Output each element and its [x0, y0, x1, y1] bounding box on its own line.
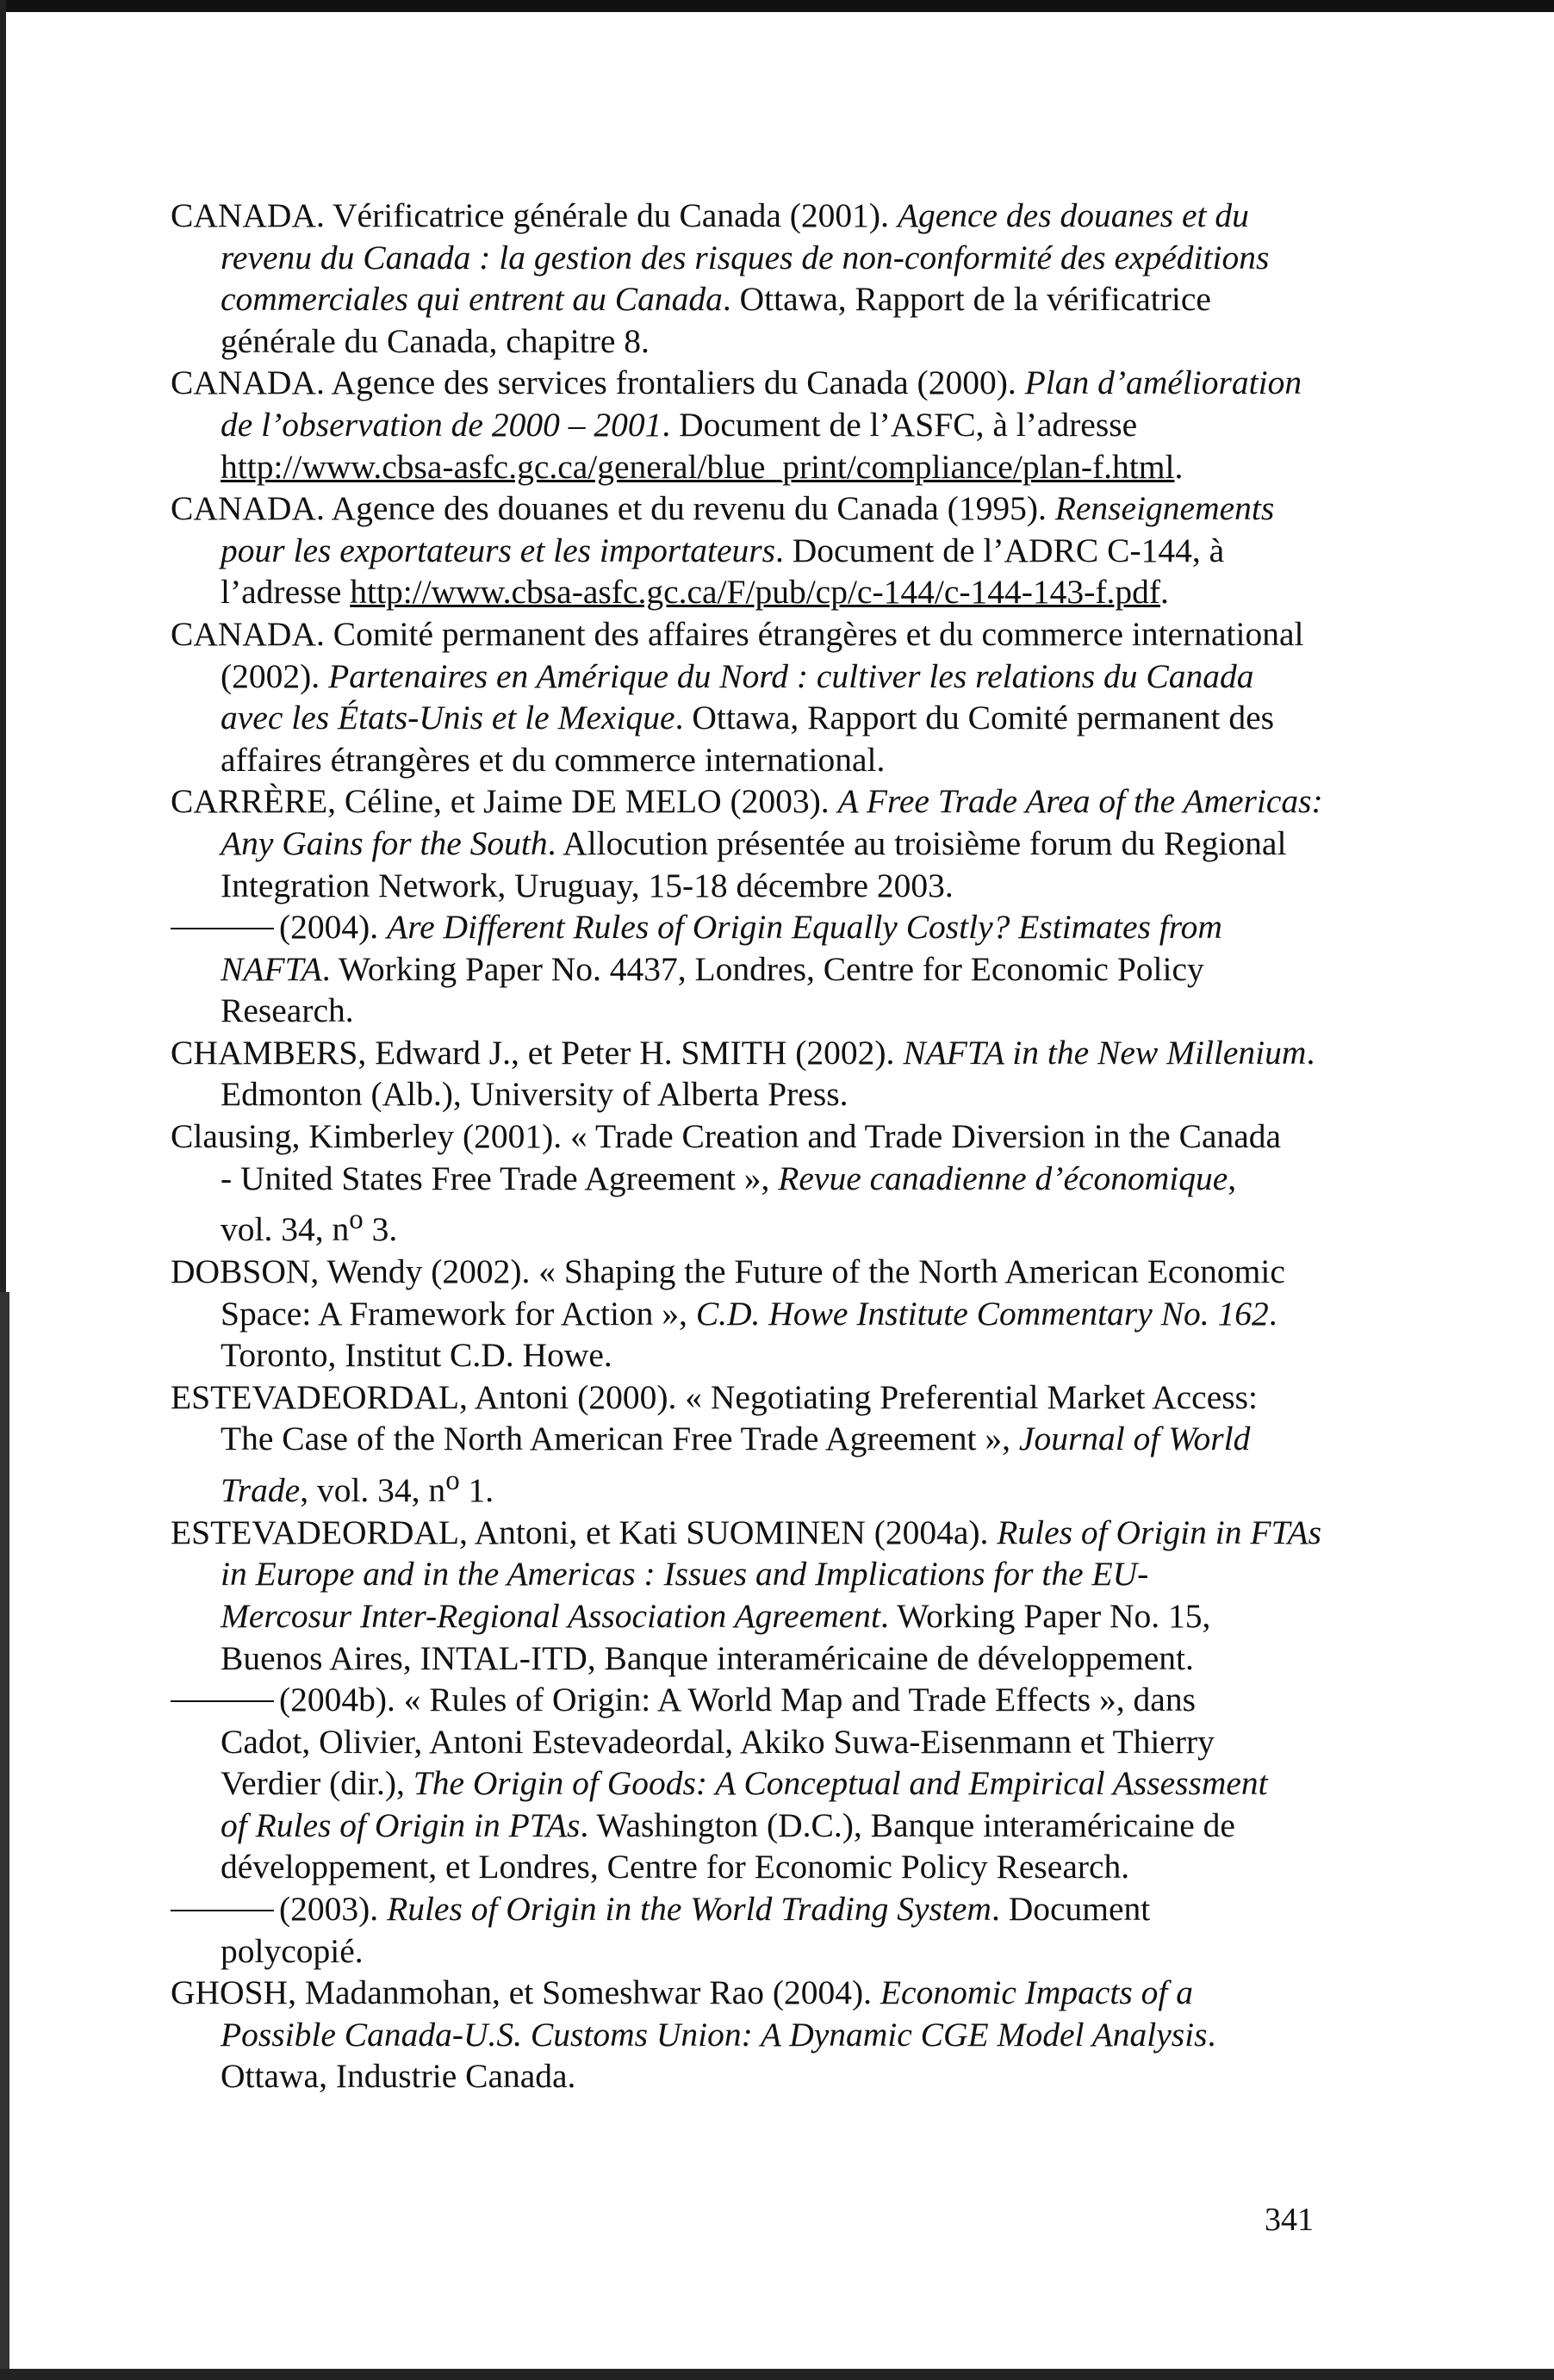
ref-text: l’adresse — [221, 573, 351, 612]
scan-border-left-lower — [0, 1292, 9, 2380]
author: CANADA — [171, 489, 316, 528]
ref-text: . — [1306, 1033, 1315, 1072]
reference-entry — [171, 1972, 1333, 2097]
ref-title: of Rules of Origin in PTAs — [221, 1805, 581, 1844]
ref-text: (2004a). — [865, 1513, 998, 1551]
ref-title: revenu du Canada : la gestion des risques de non-conformité des expéditions — [221, 238, 1270, 277]
ref-text: . — [1174, 447, 1184, 486]
ref-title: NAFTA in the New Millenium — [903, 1033, 1307, 1072]
ref-text: Integration Network, Uruguay, 15-18 décembre 2003. — [221, 866, 954, 904]
ref-text: . Comité permanent des affaires étrangères et du commerce international — [315, 614, 1304, 653]
ref-text: 1. — [459, 1471, 494, 1510]
ref-text: , Madanmohan, et Someshwar Rao (2004). — [288, 1973, 880, 2012]
scan-border-bottom — [0, 2369, 1554, 2380]
ref-text: . Ottawa, Rapport du Comité permanent des — [674, 699, 1275, 737]
repeat-author-dash — [171, 1700, 274, 1702]
ref-text: Toronto, Institut C.D. Howe. — [221, 1336, 612, 1375]
ref-text: . Document de l’ADRC C-144, à — [775, 531, 1225, 569]
ref-text: , Wendy (2002). « Shaping the Future of the North American Economic — [310, 1252, 1285, 1290]
ref-text: (2002). — [786, 1033, 904, 1072]
ref-text: . Working Paper No. 15, — [880, 1596, 1211, 1635]
repeat-author-dash — [171, 1910, 274, 1911]
ref-title: Agence des douanes et du — [897, 196, 1249, 234]
ref-text: polycopié. — [221, 1931, 364, 1970]
reference-entry — [171, 195, 1333, 362]
ref-text: affaires étrangères et du commerce international. — [221, 740, 886, 779]
ref-text: générale du Canada, chapitre 8. — [221, 321, 650, 360]
reference-entry — [171, 1512, 1333, 1679]
ref-title: Journal of World — [1018, 1420, 1251, 1458]
ref-text: , Antoni (2000). « Negotiating Preferential Market Access: — [459, 1377, 1258, 1416]
ref-text: . Washington (D.C.), Banque interaméricaine de — [580, 1805, 1235, 1844]
superscript: o — [349, 1204, 364, 1236]
reference-entry — [171, 1376, 1333, 1512]
author: SUOMINEN — [686, 1513, 866, 1551]
ref-text: . — [1160, 573, 1169, 612]
ref-text: . — [1207, 2015, 1216, 2054]
author: ESTEVADEORDAL — [171, 1513, 460, 1551]
author: CARRÈRE — [171, 782, 328, 821]
ref-title: commerciales qui entrent au Canada — [221, 280, 723, 319]
ref-text: (2003). — [721, 782, 838, 821]
author: CHAMBERS — [171, 1033, 358, 1072]
ref-title: Trade — [221, 1471, 301, 1510]
ref-text: 3. — [363, 1210, 398, 1249]
ref-text: , Antoni, et Kati — [459, 1513, 687, 1551]
repeat-author-dash — [171, 928, 274, 929]
reference-entry — [171, 1888, 1333, 1972]
ref-url-link[interactable]: http://www.cbsa-asfc.gc.ca/general/blue_print/compliance/plan-f.html — [221, 447, 1175, 486]
ref-title: Any Gains for the South — [221, 823, 548, 862]
author: ESTEVADEORDAL — [171, 1377, 460, 1416]
author: GHOSH — [171, 1973, 289, 2012]
ref-title: C.D. Howe Institute Commentary No. 162 — [695, 1294, 1269, 1333]
ref-text: Edmonton (Alb.), University of Alberta Press. — [221, 1075, 848, 1114]
ref-text: Ottawa, Industrie Canada. — [221, 2057, 576, 2096]
ref-title: A Free Trade Area of the Americas: — [837, 782, 1323, 821]
ref-title: Partenaires en Amérique du Nord : cultiver les relations du Canada — [328, 656, 1254, 695]
author: SMITH — [681, 1033, 787, 1072]
ref-text: . Agence des douanes et du revenu du Canada (1995). — [315, 489, 1055, 528]
reference-entry — [171, 362, 1333, 488]
ref-title: Plan d’amélioration — [1024, 364, 1302, 402]
reference-entry — [171, 488, 1333, 613]
ref-title: Rules of Origin in FTAs — [997, 1513, 1322, 1551]
ref-text: (2002). — [221, 656, 329, 695]
ref-text: (2004b). « Rules of Origin: A World Map and Trade Effects », dans — [279, 1681, 1196, 1719]
ref-text: , — [1228, 1159, 1237, 1197]
author: DE MELO — [571, 782, 722, 821]
ref-title: Possible Canada-U.S. Customs Union: A Dynamic CGE Model Analysis — [221, 2015, 1208, 2054]
superscript: o — [445, 1464, 460, 1496]
ref-text: Research. — [221, 991, 354, 1030]
ref-title: Rules of Origin in the World Trading System — [387, 1890, 991, 1929]
ref-text: Verdier (dir.), — [221, 1764, 413, 1803]
ref-text: . Allocution présentée au troisième forum du Regional — [547, 823, 1287, 862]
ref-text: (2003). — [279, 1890, 388, 1929]
ref-text: . — [1268, 1294, 1277, 1333]
ref-text: . Working Paper No. 4437, Londres, Centre for Economic Policy — [321, 949, 1204, 988]
ref-title: de l’observation de 2000 – 2001 — [221, 405, 662, 444]
reference-entry — [171, 1251, 1333, 1376]
ref-text: The Case of the North American Free Trade Agreement », — [221, 1420, 1019, 1458]
ref-title: NAFTA — [221, 949, 322, 988]
ref-text: . Ottawa, Rapport de la vérificatrice — [722, 280, 1211, 319]
ref-text: . Document de l’ASFC, à l’adresse — [662, 405, 1138, 444]
page-number: 341 — [1265, 2202, 1314, 2238]
ref-text: , vol. 34, n — [300, 1471, 446, 1510]
scan-border-top — [0, 0, 1554, 12]
reference-entry — [171, 1032, 1333, 1115]
bibliography — [171, 195, 1333, 2097]
author: CANADA — [171, 196, 316, 234]
reference-entry — [171, 780, 1333, 906]
ref-text: Cadot, Olivier, Antoni Estevadeordal, Akiko Suwa-Eisenmann et Thierry — [221, 1722, 1215, 1761]
ref-title: Renseignements — [1054, 489, 1275, 528]
reference-entry — [171, 906, 1333, 1032]
ref-text: Space: A Framework for Action », — [221, 1294, 696, 1333]
author: CANADA — [171, 364, 316, 402]
ref-title: in Europe and in the Americas : Issues and Implications for the EU- — [221, 1555, 1149, 1594]
ref-text: (2004). — [279, 908, 388, 947]
ref-title: Economic Impacts of a — [880, 1973, 1194, 2012]
ref-title: Are Different Rules of Origin Equally Costly? Estimates from — [387, 908, 1222, 947]
ref-title: The Origin of Goods: A Conceptual and Empirical Assessment — [413, 1764, 1268, 1803]
ref-text: Clausing, Kimberley (2001). « Trade Creation and Trade Diversion in the Canada — [171, 1117, 1282, 1156]
reference-entry — [171, 613, 1333, 780]
ref-text: , Céline, et Jaime — [327, 782, 572, 821]
ref-text: - United States Free Trade Agreement », — [221, 1159, 779, 1197]
ref-title: Revue canadienne d’économique — [778, 1159, 1228, 1197]
ref-text: développement, et Londres, Centre for Economic Policy Research. — [221, 1848, 1130, 1886]
ref-title: Mercosur Inter-Regional Association Agreement — [221, 1596, 881, 1635]
ref-text: Buenos Aires, INTAL-ITD, Banque interaméricaine de développement. — [221, 1638, 1194, 1677]
ref-text: vol. 34, n — [221, 1210, 350, 1249]
ref-title: pour les exportateurs et les importateurs — [221, 531, 776, 569]
ref-url-link[interactable]: http://www.cbsa-asfc.gc.ca/F/pub/cp/c-144/c-144-143-f.pdf — [350, 573, 1161, 612]
reference-entry — [171, 1115, 1333, 1251]
reference-entry — [171, 1679, 1333, 1888]
ref-text: . Document — [991, 1890, 1151, 1929]
author: DOBSON — [171, 1252, 311, 1290]
ref-text: , Edward J., et Peter H. — [357, 1033, 681, 1072]
ref-text: . Agence des services frontaliers du Canada (2000). — [315, 364, 1025, 402]
ref-text: . Vérificatrice générale du Canada (2001). — [315, 196, 898, 234]
author: CANADA — [171, 614, 316, 653]
ref-title: avec les États-Unis et le Mexique — [221, 699, 675, 737]
